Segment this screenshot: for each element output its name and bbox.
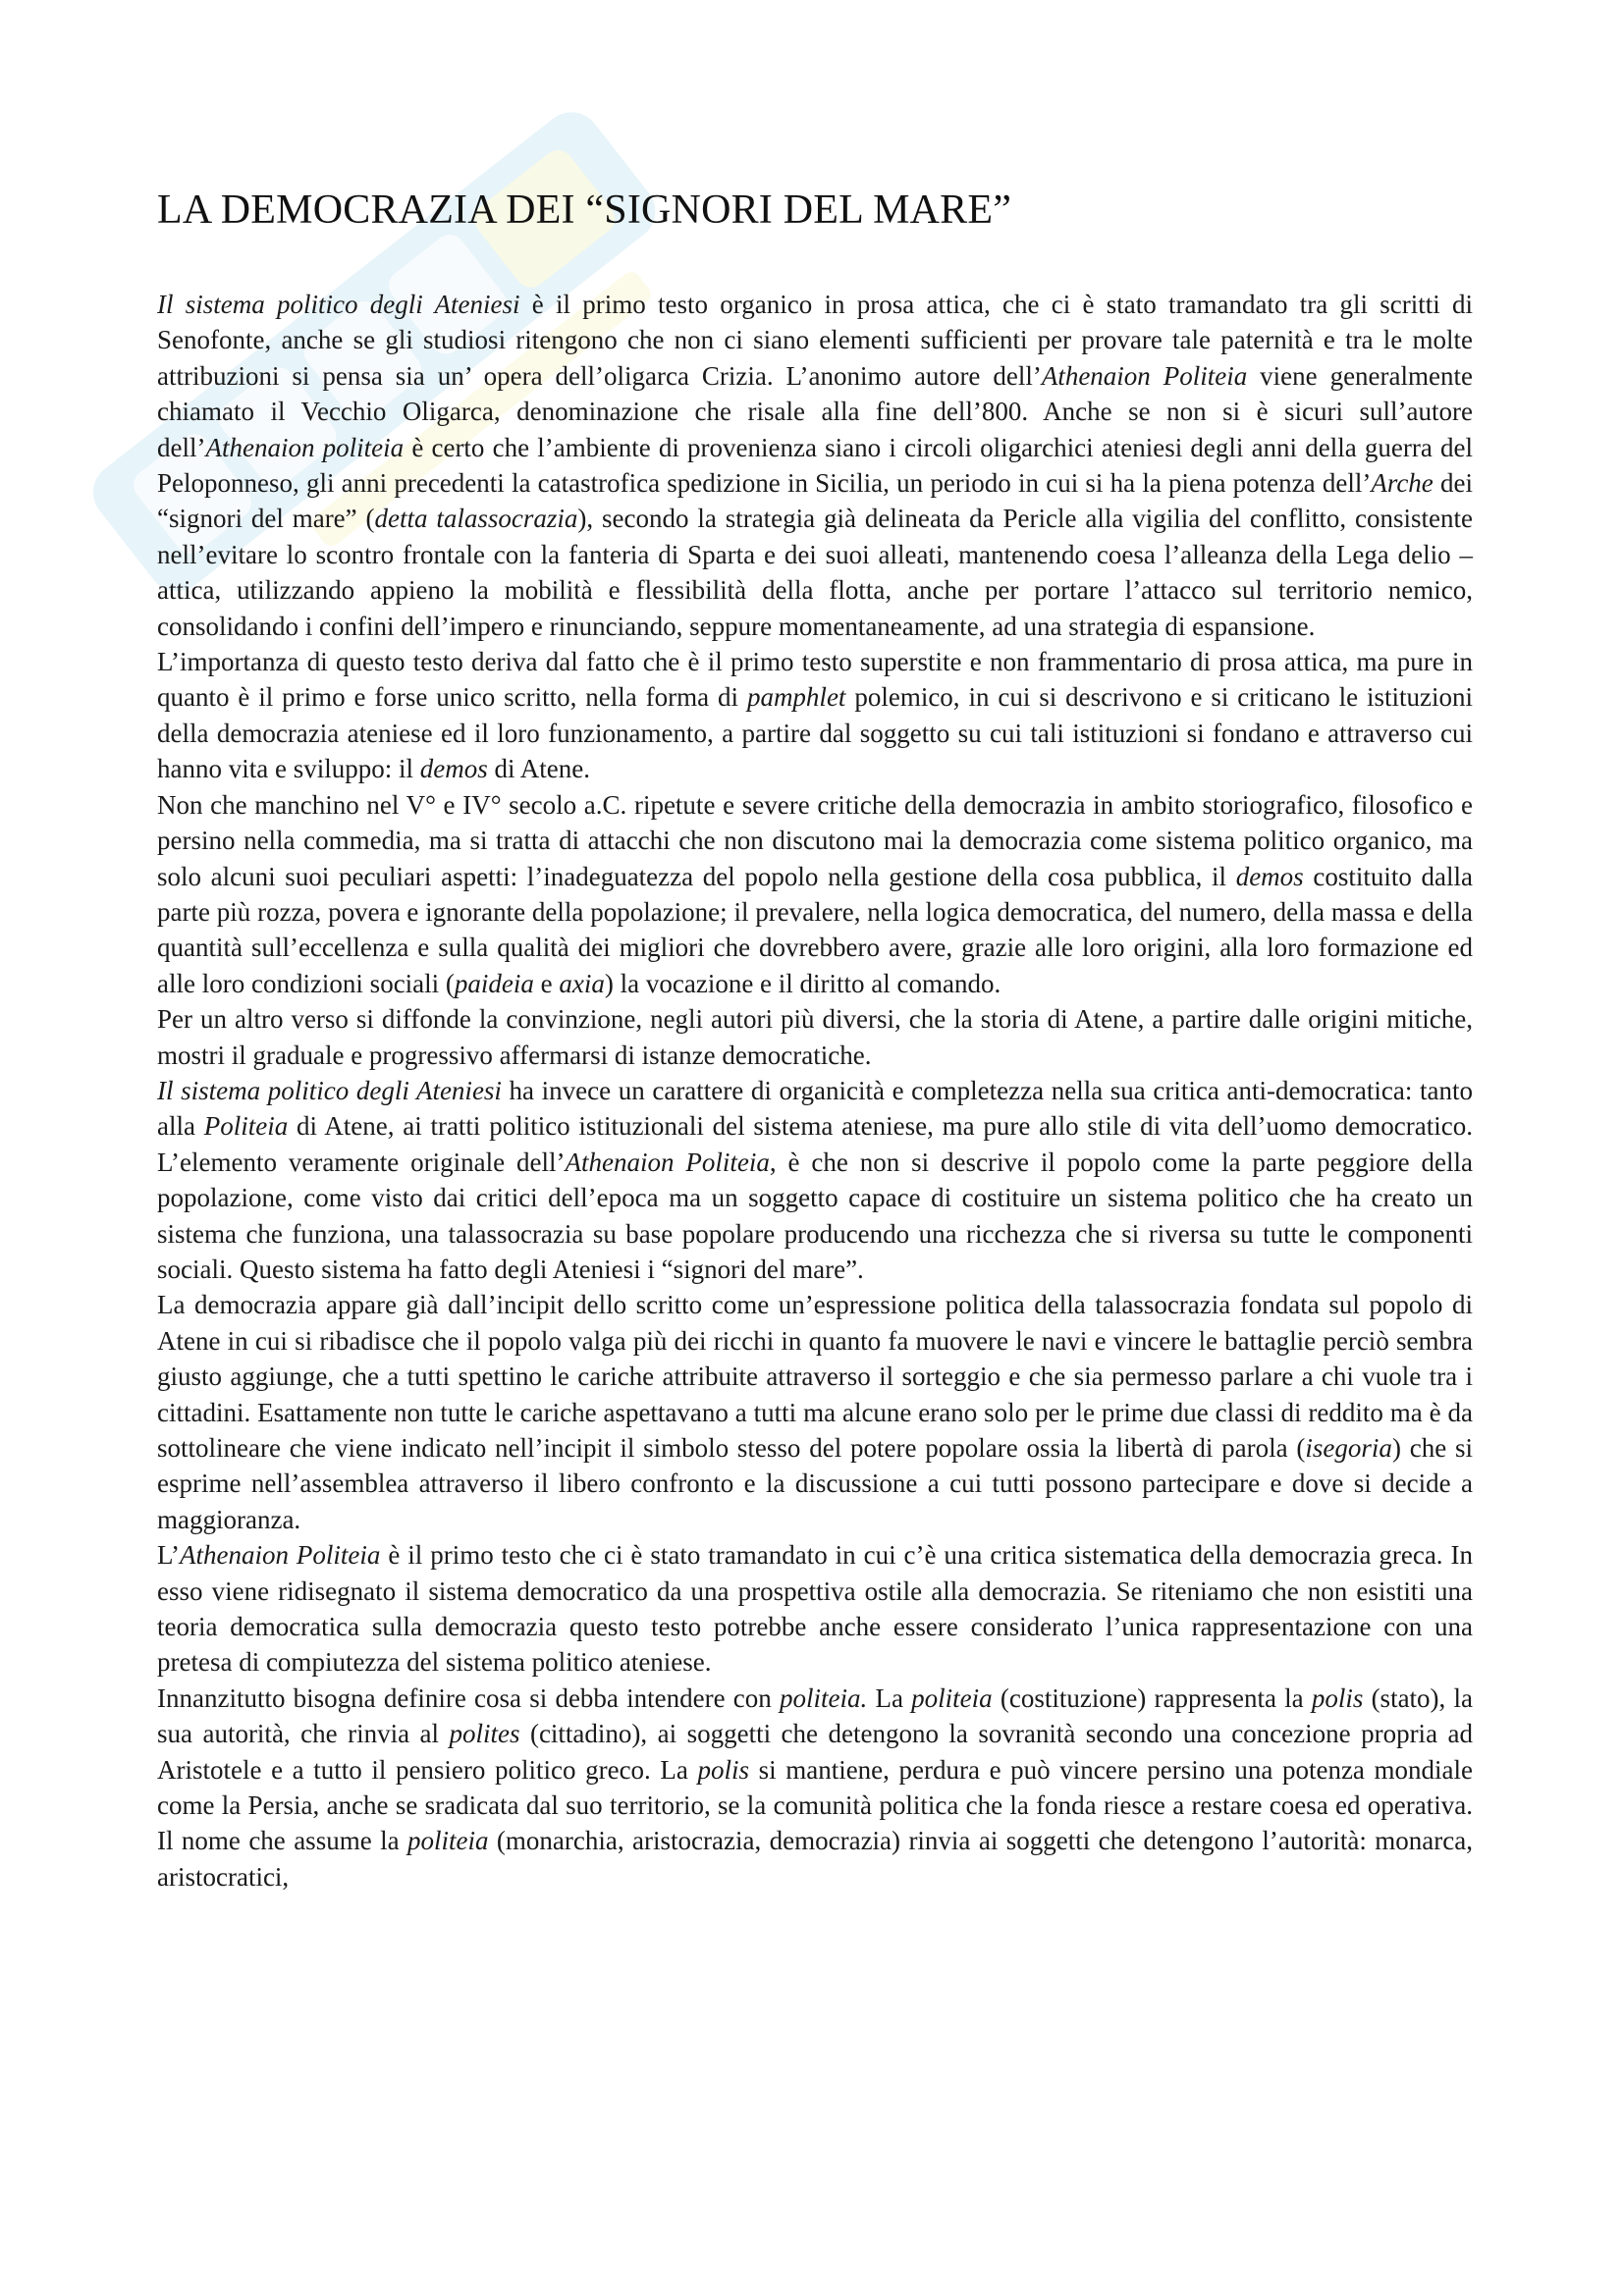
text-run: (monarchia, aristocrazia, democrazia) rinvia ai soggetti che detengono l’autorità: monarca, aristocratici, [157, 1826, 1473, 1892]
text-run: ha invece un carattere di organicità e completezza nella sua critica anti-democratica: tanto alla [157, 1075, 1473, 1142]
italic-text: Athenaion Politeia [1041, 360, 1248, 391]
text-run: La [867, 1682, 912, 1713]
text-run: , è che non si descrive il popolo come la parte peggiore della popolazione, come visto dai critici dell’epoca ma un soggetto capace di costituire un sistema politico che ha creato un sistema che funziona, una talassocrazia su base popolare producendo una ricchezza che si riversa su tutte le componenti sociali. Questo sistema ha fatto degli Ateniesi i “signori del mare”. [157, 1147, 1474, 1284]
italic-text: polites [449, 1719, 520, 1749]
italic-text: Arche [1371, 468, 1434, 499]
italic-text: Athenaion Politeia [565, 1147, 770, 1177]
document-title: LA DEMOCRAZIA DEI “SIGNORI DEL MARE” [157, 187, 1012, 233]
italic-text: Athenaion Politeia [180, 1540, 381, 1571]
text-run: (costituzione) rappresenta la [992, 1682, 1312, 1713]
document-body [157, 287, 1473, 1895]
text-run: L’importanza di questo testo deriva dal fatto che è il primo testo superstite e non frammentario di prosa attica, ma pure in quanto è il primo e forse unico scritto, nella forma di [157, 647, 1473, 713]
paragraph [157, 1681, 1473, 1895]
text-run: (stato), la sua autorità, che rinvia al [157, 1682, 1473, 1749]
italic-text: Politeia [203, 1111, 289, 1142]
paragraph [157, 787, 1473, 1001]
text-run: dei “signori del mare” ( [157, 468, 1473, 534]
paragraph [157, 644, 1473, 787]
text-run: polemico, in cui si descrivono e si criticano le istituzioni della democrazia ateniese ed il loro funzionamento, a partire dal soggetto su cui tali istituzioni si fondano e attraverso cui hanno vita e sviluppo: il [157, 682, 1473, 784]
italic-text: politeia. [779, 1682, 868, 1713]
paragraph [157, 1287, 1473, 1537]
text-run: (cittadino), ai soggetti che detengono la sovranità secondo una concezione propria ad Aristotele e a tutto il pensiero politico greco. La [157, 1719, 1473, 1785]
paragraph [157, 287, 1473, 644]
text-run: Non che manchino nel V° e IV° secolo a.C. ripetute e severe critiche della democrazia in ambito storiografico, filosofico e persino nella commedia, ma si tratta di attacchi che non discutono mai la democrazia come sistema politico organico, ma solo alcuni suoi peculiari aspetti: l’inadeguatezza del popolo nella gestione della cosa pubblica, il [157, 789, 1473, 891]
text-run: La democrazia appare già dall’incipit dello scritto come un’espressione politica della talassocrazia fondata sul popolo di Atene in cui si ribadisce che il popolo valga più dei ricchi in quanto fa muovere le navi e vincere le battaglie perciò sembra giusto aggiunge, che a tutti spettino le cariche attribuite attraverso il sorteggio e che sia permesso parlare a chi vuole tra i cittadini. Esattamente non tutte le cariche aspettavano a tutti ma alcune erano solo per le prime due classi di reddito ma è da sottolineare che viene indicato nell’incipit il simbolo stesso del potere popolare ossia la libertà di parola ( [157, 1290, 1473, 1463]
text-run: costituito dalla parte più rozza, povera e ignorante della popolazione; il prevalere, nella logica democratica, del numero, della massa e della quantità sull’eccellenza e sulla qualità dei migliori che dovrebbero avere, grazie alle loro origini, alla loro formazione ed alle loro condizioni sociali ( [157, 861, 1473, 998]
text-run: viene generalmente chiamato il Vecchio Oligarca, denominazione che risale alla fine dell’800. Anche se non si è sicuri sull’autore dell’ [157, 360, 1473, 462]
italic-text: axia [559, 968, 605, 998]
italic-text: demos [1235, 861, 1304, 891]
text-run: è il primo testo che ci è stato tramandato in cui c’è una critica sistematica della democrazia greca. In esso viene ridisegnato il sistema democratico da una prospettiva ostile alla democrazia. Se riteniamo che non esistiti una teoria democratica sulla democrazia questo testo potrebbe anche essere considerato l’unica rappresentazione con una pretesa di compiutezza del sistema politico ateniese. [157, 1540, 1473, 1678]
italic-text: politeia [407, 1826, 489, 1856]
italic-text: demos [419, 754, 488, 784]
italic-text: isegoria [1305, 1433, 1392, 1463]
text-run: di Atene, ai tratti politico istituzionali del sistema ateniese, ma pure allo stile di vita dell’uomo democratico. L’elemento veramente originale dell’ [157, 1111, 1473, 1177]
text-run: ), secondo la strategia già delineata da Pericle alla vigilia del conflitto, consistente nell’evitare lo scontro frontale con la fanteria di Sparta e dei suoi alleati, mantenendo coesa l’alleanza della Lega delio – attica, utilizzando appieno la mobilità e flessibilità della flotta, anche per portare l’attacco sul territorio nemico, consolidando i confini dell’impero e rinunciando, seppure momentaneamente, ad una strategia di espansione. [157, 504, 1473, 641]
italic-text: polis [1311, 1682, 1364, 1713]
text-run: ) che si esprime nell’assemblea attraverso il libero confronto e la discussione a cui tutti possono partecipare e dove si decide a maggioranza. [157, 1433, 1473, 1534]
italic-text: polis [697, 1754, 749, 1785]
italic-text: Athenaion politeia [205, 432, 405, 462]
italic-text: detta talassocrazia [374, 504, 578, 534]
italic-text: politeia [911, 1682, 993, 1713]
text-run: si mantiene, perdura e può vincere persino una potenza mondiale come la Persia, anche se sradicata dal suo territorio, se la comunità politica che la fonda riesce a restare coesa ed operativa. Il nome che assume la [157, 1754, 1473, 1856]
italic-text: Il sistema politico degli Ateniesi [157, 1075, 502, 1105]
text-run: di Atene. [487, 754, 590, 784]
document-page [157, 187, 1473, 1895]
text-run: è il primo testo organico in prosa attica, che ci è stato tramandato tra gli scritti di Senofonte, anche se gli studiosi ritengono che non ci siano elementi sufficienti per provare tale paternità e tra le molte attribuzioni si pensa sia un’ opera dell’oligarca Crizia. L’anonimo autore dell’ [157, 290, 1473, 391]
italic-text: paideia [454, 968, 534, 998]
italic-text: Il sistema politico degli Ateniesi [157, 290, 520, 319]
text-run: L’ [157, 1540, 181, 1571]
text-run: ) la vocazione e il diritto al comando. [604, 968, 1001, 998]
italic-text: pamphlet [746, 682, 846, 713]
text-run: Per un altro verso si diffonde la convinzione, negli autori più diversi, che la storia di Atene, a partire dalle origini mitiche, mostri il graduale e progressivo affermarsi di istanze democratiche. [157, 1004, 1473, 1070]
text-run: è certo che l’ambiente di provenienza siano i circoli oligarchici ateniesi degli anni della guerra del Peloponneso, gli anni precedenti la catastrofica spedizione in Sicilia, un periodo in cui si ha la piena potenza dell’ [157, 432, 1473, 499]
text-run: Innanzitutto bisogna definire cosa si debba intendere con [157, 1682, 780, 1713]
paragraph [157, 1073, 1473, 1287]
paragraph [157, 1537, 1473, 1681]
text-run: e [533, 968, 560, 998]
paragraph [157, 1001, 1473, 1073]
